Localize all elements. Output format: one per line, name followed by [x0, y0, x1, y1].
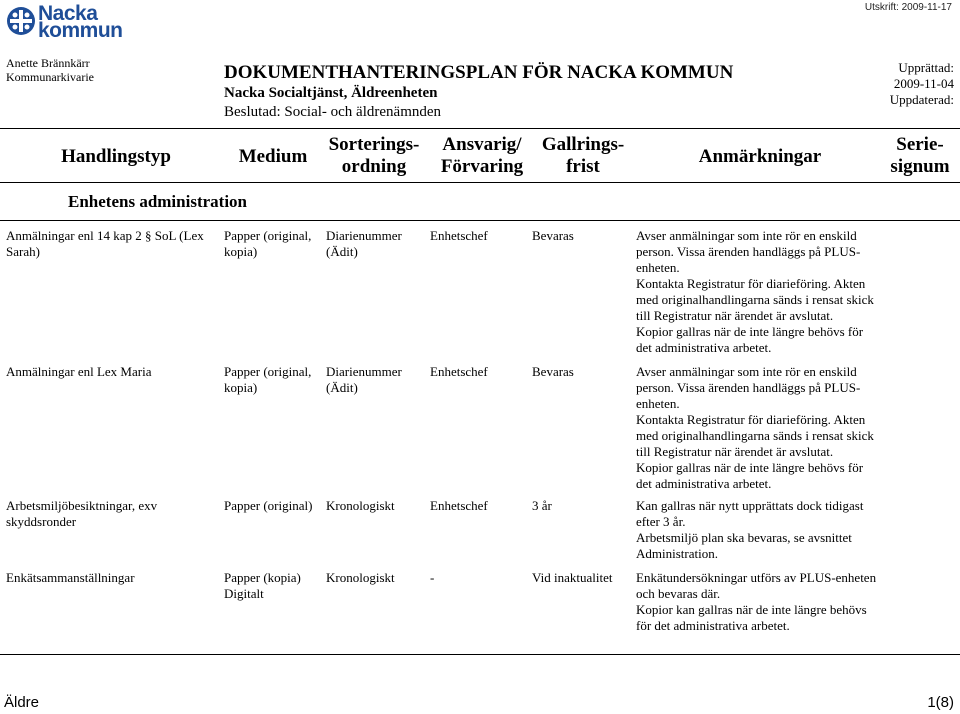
cell-type: [6, 570, 135, 586]
nacka-cross-logo-icon: [6, 6, 36, 36]
cell-sort-line: Diarienummer: [326, 228, 402, 243]
cell-anm-line: till Registratur när ärendet är avslutat.: [636, 444, 834, 459]
cell-anm-line: Avser anmälningar som inte rör en enskild: [636, 228, 857, 243]
col-header-medium: Medium: [238, 146, 308, 167]
cell-anm-line: Avser anmälningar som inte rör en enskild: [636, 364, 857, 379]
updated-label: Uppdaterad:: [889, 92, 954, 107]
col-header-sortering-1: Sorterings-: [328, 134, 420, 155]
cell-ansvar-text: Enhetschef: [430, 498, 488, 513]
cell-anm-line: Kontakta Registratur för diarieföring. Akten: [636, 412, 866, 427]
cell-anm: [636, 364, 874, 492]
cell-medium-line: kopia): [224, 244, 258, 259]
cell-medium-line: Papper (original,: [224, 364, 312, 379]
cell-gall-text: Vid inaktualitet: [532, 570, 613, 585]
cell-anm-line: Arbetsmiljö plan ska bevaras, se avsnittet: [636, 530, 852, 545]
section-title: Enhetens administration: [68, 192, 247, 211]
cell-sort: [326, 498, 395, 514]
cell-medium-line: kopia): [224, 380, 258, 395]
cell-medium: [224, 364, 311, 396]
cell-anm-line: Kopior gallras när de inte längre behövs för: [636, 460, 864, 475]
author-block: [6, 56, 94, 84]
col-header-sortering-2: ordning: [341, 156, 407, 177]
cell-medium-line: Papper (original): [224, 498, 313, 513]
cell-anm-line: med originalhandlingarna sänds i rensat skick: [636, 428, 874, 443]
col-header-seriesignum: [880, 134, 960, 178]
cell-anm-line: Kopior kan gallras när de inte längre behövs: [636, 602, 867, 617]
cell-ansvar: [430, 498, 488, 514]
cell-ansvar: [430, 364, 488, 380]
created-label: Upprättad:: [898, 60, 954, 75]
cell-anm-line: enheten.: [636, 396, 680, 411]
document-title: DOKUMENTHANTERINGSPLAN FÖR NACKA KOMMUN: [224, 62, 734, 83]
cell-medium: [224, 570, 301, 602]
cell-anm-line: och bevaras där.: [636, 586, 721, 601]
cell-sort-line: Kronologiskt: [326, 570, 395, 585]
cell-gall: [532, 228, 574, 244]
cell-anm-line: till Registratur när ärendet är avslutat.: [636, 308, 834, 323]
cell-type-line: Anmälningar enl 14 kap 2 § SoL (Lex: [6, 228, 204, 243]
col-header-sortering: [322, 134, 426, 178]
author-role: Kommunarkivarie: [6, 70, 94, 84]
cell-sort: [326, 228, 402, 260]
cell-sort-line: (Ädit): [326, 244, 358, 259]
cell-medium-line: Papper (original,: [224, 228, 312, 243]
col-header-ansvar: [426, 134, 538, 178]
cell-type-line: Anmälningar enl Lex Maria: [6, 364, 152, 379]
logo-line-2: kommun: [38, 19, 123, 42]
col-header-seriesignum-2: signum: [890, 156, 950, 177]
cell-gall-text: Bevaras: [532, 364, 574, 379]
logo-line-1: Nacka: [38, 2, 98, 25]
cell-anm-line: person. Vissa ärenden handläggs på PLUS-: [636, 380, 861, 395]
cell-ansvar-text: -: [430, 570, 435, 585]
cell-type: [6, 364, 151, 380]
cell-gall: [532, 570, 612, 586]
cell-anm-line: Administration.: [636, 546, 718, 561]
cell-type: [6, 498, 157, 530]
cell-sort: [326, 570, 395, 586]
col-header-seriesignum-1: Serie-: [896, 134, 944, 155]
cell-anm-line: person. Vissa ärenden handläggs på PLUS-: [636, 244, 861, 259]
print-date: Utskrift: 2009-11-17: [864, 2, 952, 13]
footer-category: Äldre: [4, 694, 40, 711]
cell-type-line: Arbetsmiljöbesiktningar, exv: [6, 498, 158, 513]
col-header-ansvar-2: Förvaring: [440, 156, 524, 177]
table-bottom-rule: [0, 654, 960, 655]
footer-page-number: 1(8): [927, 694, 954, 711]
cell-gall: [532, 498, 552, 514]
cell-anm-line: enheten.: [636, 260, 680, 275]
header-top-rule: [0, 128, 960, 129]
dates-block: [890, 60, 954, 108]
cell-ansvar-text: Enhetschef: [430, 364, 488, 379]
cell-type: [6, 228, 204, 260]
cell-anm-line: Enkätundersökningar utförs av PLUS-enheten: [636, 570, 877, 585]
cell-anm: [636, 570, 876, 634]
document-decided: Beslutad: Social- och äldrenämnden: [224, 104, 442, 120]
cell-medium-line: Digitalt: [224, 586, 264, 601]
cell-ansvar: [430, 570, 434, 586]
section-rule: [0, 220, 960, 221]
header-bottom-rule: [0, 182, 960, 183]
col-header-gallring-2: frist: [566, 156, 600, 177]
cell-anm: [636, 228, 874, 356]
cell-anm-line: det administrativa arbetet.: [636, 340, 772, 355]
col-header-gallring: [530, 134, 636, 178]
created-value: 2009-11-04: [893, 76, 954, 91]
cell-anm-line: med originalhandlingarna sänds i rensat skick: [636, 292, 874, 307]
col-header-ansvar-1: Ansvarig/: [442, 134, 522, 155]
cell-anm-line: Kontakta Registratur för diarieföring. Akten: [636, 276, 866, 291]
cell-anm-line: Kopior gallras när de inte längre behövs för: [636, 324, 864, 339]
col-header-gallring-1: Gallrings-: [541, 134, 625, 155]
cell-gall: [532, 364, 574, 380]
col-header-handlingstyp: Handlingstyp: [61, 146, 171, 167]
cell-anm-line: för det administrativa arbetet.: [636, 618, 790, 633]
cell-medium: [224, 228, 311, 260]
document-unit: Nacka Socialtjänst, Äldreenheten: [224, 85, 438, 101]
cell-anm: [636, 498, 863, 562]
cell-sort-line: (Ädit): [326, 380, 358, 395]
logo: [38, 2, 123, 42]
cell-medium: [224, 498, 312, 514]
cell-type-line: skyddsronder: [6, 514, 77, 529]
cell-gall-text: 3 år: [532, 498, 552, 513]
cell-gall-text: Bevaras: [532, 228, 574, 243]
cell-medium-line: Papper (kopia): [224, 570, 301, 585]
cell-sort-line: Diarienummer: [326, 364, 402, 379]
cell-anm-line: efter 3 år.: [636, 514, 686, 529]
cell-type-line: Sarah): [6, 244, 40, 259]
cell-sort: [326, 364, 402, 396]
cell-ansvar: [430, 228, 488, 244]
cell-type-line: Enkätsammanställningar: [6, 570, 135, 585]
author-name: Anette Brännkärr: [6, 56, 90, 70]
cell-anm-line: det administrativa arbetet.: [636, 476, 772, 491]
cell-anm-line: Kan gallras när nytt upprättats dock tidigast: [636, 498, 864, 513]
col-header-anmarkningar: Anmärkningar: [698, 146, 822, 167]
cell-sort-line: Kronologiskt: [326, 498, 395, 513]
cell-ansvar-text: Enhetschef: [430, 228, 488, 243]
